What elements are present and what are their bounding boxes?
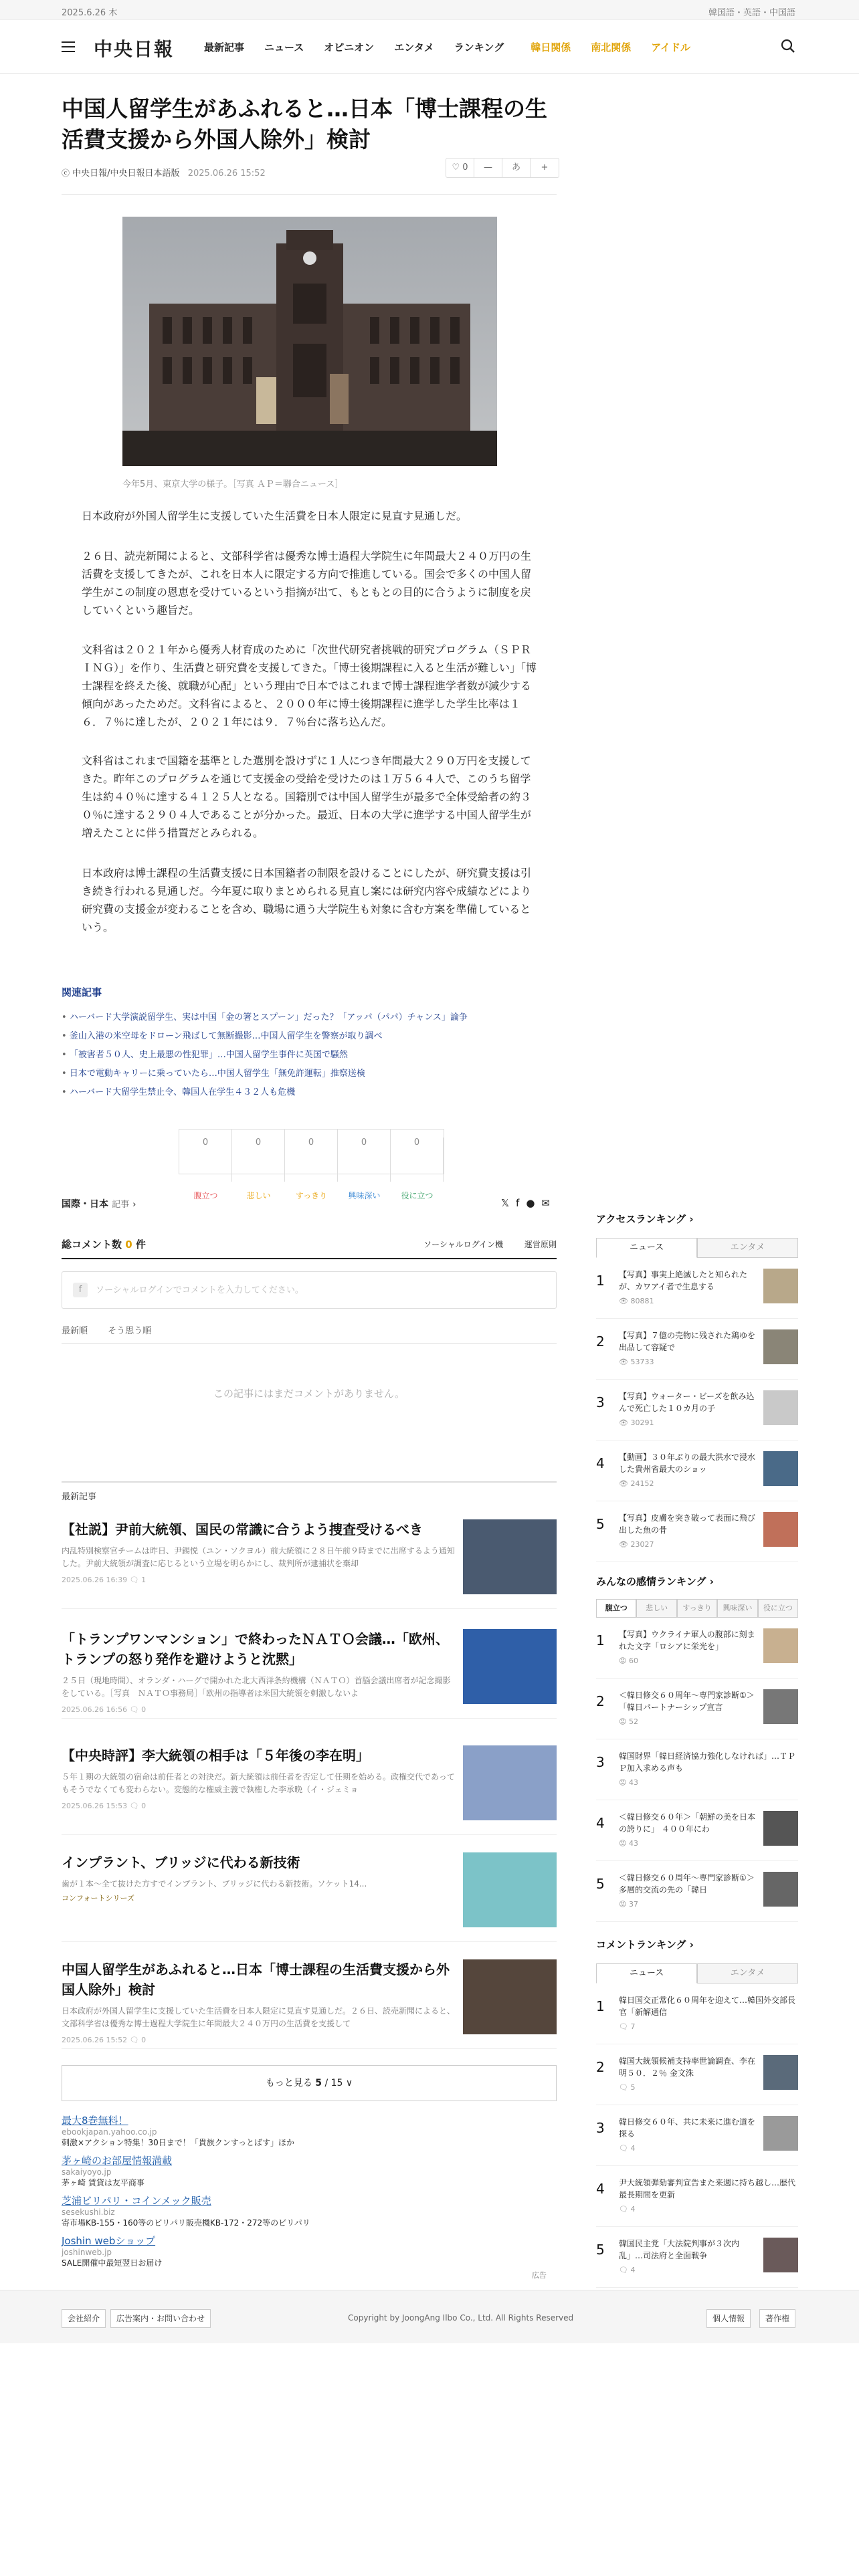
ad-desc: SALE開催中最短翌日お届け	[62, 2258, 163, 2268]
comment-ranking	[596, 1937, 798, 2288]
reaction-buttons	[179, 1129, 444, 1200]
footer-privacy-link[interactable]: 個人情報	[706, 2309, 751, 2328]
chevron-right-icon: ›	[132, 1200, 136, 1210]
article-paragraph: 文科省はこれまで国籍を基準とした選別を設けずに１人につき年間最大２９０万円を支援してきた。昨年このプログラムを通じて支援金の受給を受けたのは１万５６４人で、このうち留学生は約４０％に達する４１２５人となる。国籍別では中国人留学生が最多で全体受給者の約３０％に達する２９０４人であることが分かった。最近、日本の大学に進学する中国人留学生が増えたことに伴う措置だとみられる。	[82, 754, 532, 839]
ranking-thumbnail	[763, 2116, 798, 2151]
comment-count: 4	[630, 2144, 636, 2153]
ranking-item[interactable]: 4 尹大統領弾劾審判宣告また来週に持ち越し…歴代最長期間を更新 🗨 4	[596, 2166, 798, 2227]
footer-about-link[interactable]: 会社紹介	[62, 2309, 106, 2328]
related-title: 関連記事	[62, 986, 102, 998]
nav-news[interactable]: ニュース	[264, 41, 304, 53]
footer-rights-link[interactable]: 著作権	[759, 2309, 795, 2328]
facebook-share-icon[interactable]: f	[516, 1197, 527, 1209]
article-photo	[122, 217, 497, 466]
sort-agree[interactable]: そう思う順	[108, 1326, 152, 1336]
reaction-count: 0	[391, 1138, 444, 1182]
comment-count: 4	[630, 2205, 636, 2214]
ad-item[interactable]	[62, 2193, 557, 2228]
ranking-thumbnail	[763, 2055, 798, 2090]
article-date: 2025.06.26 15:52	[187, 169, 266, 179]
ranking-item-title: ＜韓日修交６０周年～専門家診断①＞「韓日パートナーシップ宣言	[619, 1691, 755, 1712]
nav-latest[interactable]: 最新記事	[204, 41, 245, 53]
sort-newest[interactable]: 最新順	[62, 1326, 88, 1336]
ranking-item-title: 【写真】７億の売物に残された鶏ゆを出品して容疑で	[619, 1331, 756, 1352]
font-increase-button[interactable]: +	[541, 163, 549, 173]
article-title: 中国人留学生があふれると…日本「博士課程の生活費支援から外国人除外」検討	[62, 96, 547, 152]
comment-sort	[62, 1323, 557, 1344]
ad-item[interactable]	[62, 2113, 557, 2148]
language-links[interactable]: 韓国語・英語・中国語	[708, 8, 795, 18]
ranking-item-title: 【写真】事実上絶滅したと知られたが、カワアイ者で生息する	[619, 1270, 748, 1291]
comment-section	[62, 1237, 557, 1400]
ranking-item-title: 尹大統領弾劾審判宣告また来週に持ち越し…歴代最長期間を更新	[619, 2178, 796, 2199]
ad-title[interactable]: 芝浦ビリパリ・コインメック販売	[62, 2195, 211, 2207]
copyright-icon: ⓒ	[62, 169, 70, 178]
ranking-item[interactable]: 4 【動画】３０年ぶりの最大洪水で浸水した貴州省最大のショッ 👁 24152	[596, 1440, 798, 1501]
share-icons	[501, 1197, 557, 1209]
footer-copyright: Copyright by JoongAng Ilbo Co., Ltd. All Rights Reserved	[348, 2313, 574, 2323]
reaction-useful[interactable]	[391, 1130, 444, 1200]
photo-caption: 今年5月、東京大学の様子。［写真 ＡＰ＝聯合ニュース］	[122, 479, 344, 490]
reaction-label: 腹立つ	[193, 1191, 218, 1200]
chevron-down-icon: ∨	[345, 2078, 353, 2088]
access-ranking	[596, 1212, 798, 1562]
reaction-count: 43	[628, 1839, 638, 1848]
ad-url: sesekushi.biz	[62, 2208, 115, 2217]
reaction-label: 役に立つ	[401, 1191, 434, 1200]
article-paragraph: ２６日、読売新聞によると、文部科学省は優秀な博士過程大学院生に年間最大２４０万円の生活費を支援してきたが、これを日本人に限定する方向で推進している。国会で多くの中国人留学生がこの制度の恩恵を受けているという指摘が出て、もともとの目的に合うように制度を戻していくという趣旨だ。	[82, 550, 532, 617]
load-more-button[interactable]	[62, 2065, 557, 2101]
ranking-thumbnail	[763, 1872, 798, 1907]
ad-item[interactable]	[62, 2153, 557, 2188]
ad-title[interactable]: 最大8巻無料！	[62, 2115, 128, 2127]
ranking-title[interactable]: みんなの感情ランキング	[596, 1576, 706, 1588]
article-byline	[62, 166, 266, 179]
ranking-thumbnail	[763, 1329, 798, 1364]
news-title[interactable]: 「トランプワンマンション」で終わったＮＡＴＯ会議…「欧州、トランプの怒り発作を避けようと沈黙」	[62, 1631, 449, 1667]
reaction-count: 43	[628, 1778, 638, 1787]
today-date: 2025.6.26 木	[62, 8, 118, 18]
ad-url: ebookjapan.yahoo.co.jp	[62, 2127, 157, 2137]
comment-icon: 🗨	[129, 1576, 139, 1584]
news-date: 2025.06.26 16:56	[62, 1705, 128, 1714]
facebook-icon: f	[73, 1283, 88, 1297]
ranking-item[interactable]: 5 韓国民主党「大法院判事が３次内乱」…司法府と全面戦争 🗨 4	[596, 2227, 798, 2288]
article-tools	[446, 158, 559, 178]
comment-count: 7	[630, 2022, 636, 2031]
nav-opinion[interactable]: オピニオン	[324, 41, 375, 53]
reaction-count: 0	[338, 1138, 391, 1182]
ranking-item[interactable]: 3 【写真】ウォーター・ビーズを飲み込んで死亡した１０カ月の子 👁 30291	[596, 1380, 798, 1440]
reaction-count: 0	[285, 1138, 338, 1182]
reaction-label: 興味深い	[348, 1191, 381, 1200]
ranking-item-title: ＜韓日修交６０年＞「朝鮮の美を日本の誇りに」 ４００年にわ	[619, 1812, 756, 1834]
news-title[interactable]: 【中央時評】李大統領の相手は「５年後の李在明」	[62, 1747, 369, 1763]
top-bar	[0, 0, 859, 20]
comment-icon: 🗨	[129, 1705, 139, 1714]
divider	[62, 194, 557, 195]
ranking-item[interactable]: 1 【写真】事実上絶滅したと知られたが、カワアイ者で生息する 👁 80881	[596, 1258, 798, 1319]
ranking-thumbnail	[763, 1451, 798, 1486]
ranking-item-title: 韓国民主党「大法院判事が３次内乱」…司法府と全面戦争	[619, 2239, 740, 2260]
menu-icon[interactable]	[62, 41, 75, 52]
ad-desc: 寄市場KB-155・160等のビリパリ販売機KB-172・272等のビリパリ	[62, 2218, 310, 2228]
ranking-item-title: ＜韓日修交６０周年～専門家診断①＞多層的交流の先の「韓日	[619, 1873, 755, 1895]
site-footer	[0, 2290, 859, 2343]
news-comment-count: 0	[141, 2036, 147, 2044]
x-share-icon[interactable]: 𝕏	[500, 1197, 516, 1209]
ranking-item-title: 韓国財界「韓日経済協力強化しなければ」…ＴＰＰ加入求める声も	[619, 1751, 796, 1773]
news-date: 2025.06.26 15:53	[62, 1802, 128, 1810]
ranking-item[interactable]: 5 【写真】皮膚を突き破って表面に飛び出した魚の骨 👁 23027	[596, 1501, 798, 1562]
reaction-count: 52	[628, 1717, 638, 1726]
news-summary: 日本政府が外国人留学生に支援していた生活費を日本人限定に見直す見通しだ。２６日、読売新聞によると、文部科学省は優秀な博士過程大学院生に年間最大２４０万円の生活費を支援して	[62, 2006, 456, 2028]
nav-north-south[interactable]: 南北関係	[591, 41, 632, 53]
ad-url: sakaiyoyo.jp	[62, 2167, 112, 2177]
chevron-right-icon: ›	[689, 1939, 694, 1951]
ad-item[interactable]	[62, 2234, 557, 2268]
ad-label: 広告	[532, 2271, 547, 2280]
tab-entertainment[interactable]: エンタメ	[697, 1963, 798, 1983]
news-thumbnail[interactable]	[463, 1629, 557, 1704]
news-item[interactable]	[62, 1519, 557, 1609]
font-decrease-button[interactable]: —	[474, 158, 502, 177]
reaction-refreshing[interactable]	[285, 1130, 338, 1200]
news-thumbnail[interactable]	[463, 1519, 557, 1594]
ranking-thumbnail	[763, 1269, 798, 1303]
site-logo[interactable]: 中央日報	[94, 38, 175, 60]
ranking-item-title: 韓国大統領候補支持率世論調査、李在明５０．２％ 金文洙	[619, 2056, 756, 2078]
comment-icon: 🗨	[129, 1802, 139, 1810]
tab-angry[interactable]: 腹立つ	[596, 1599, 636, 1618]
nav-idol[interactable]: アイドル	[651, 41, 690, 53]
comment-count: 0	[125, 1239, 132, 1251]
related-item[interactable]: • ハーバード大留学生禁止令、韓国人在学生４３２人も危機	[62, 1083, 557, 1102]
ranking-item[interactable]: 1 韓日国交正常化６０周年を迎えて…韓国外交部長官「新解通信 🗨 7	[596, 1983, 798, 2044]
article-paragraph: 文科省は２０２１年から優秀人材育成のために「次世代研究者挑戦的研究プログラム（ＳＰＲＩＮＧ）」を作り、生活費と研究費を支援してきた。「博士後期課程に入ると生活が難しい」「博士課程を終えた後、就職が心配」という理由で日本ではこれまで博士課程進学者数が減少する傾向があったためだ。文科省によると、２０００年に博士後期課程に進学した学生比率は１６．７％に達したが、２０２１年には９．７％台に落ち込んだ。	[82, 643, 537, 728]
ranking-thumbnail	[763, 1811, 798, 1846]
view-count: 53733	[630, 1358, 654, 1366]
news-item[interactable]	[62, 1745, 557, 1835]
ranking-thumbnail	[763, 1512, 798, 1547]
ad-news-item[interactable]	[62, 1852, 557, 1942]
ranking-title[interactable]: アクセスランキング	[596, 1213, 686, 1225]
ranking-item[interactable]: 2 【写真】７億の売物に残された鶏ゆを出品して容疑で 👁 53733	[596, 1319, 798, 1380]
ranking-item-title: 【写真】ウォーター・ビーズを飲み込んで死亡した１０カ月の子	[619, 1392, 755, 1413]
tab-useful[interactable]: 役に立つ	[758, 1599, 798, 1618]
nav-korea-japan[interactable]: 韓日関係	[531, 41, 571, 53]
news-date: 2025.06.26 15:52	[62, 2036, 128, 2044]
reaction-interesting[interactable]	[338, 1130, 391, 1200]
news-thumbnail[interactable]	[463, 1959, 557, 2034]
footer-ads-link[interactable]: 広告案内・お問い合わせ	[110, 2309, 211, 2328]
main-nav	[204, 40, 690, 54]
comment-empty: この記事にはまだコメントがありません。	[213, 1388, 405, 1400]
reaction-angry[interactable]	[179, 1130, 232, 1200]
ranking-item-title: 【動画】３０年ぶりの最大洪水で浸水した貴州省最大のショッ	[619, 1453, 756, 1474]
sponsor-label: コンフォートシリーズ	[62, 1894, 134, 1903]
reaction-count: 37	[628, 1900, 638, 1909]
mail-share-icon[interactable]: ✉	[541, 1197, 557, 1209]
font-size-label: あ	[502, 158, 531, 177]
more-label: もっと見る	[265, 2078, 312, 2088]
ranking-item[interactable]: 5 ＜韓日修交６０周年～専門家診断①＞多層的交流の先の「韓日 😡 37	[596, 1861, 798, 1922]
ranking-item[interactable]: 1 【写真】ウクライナ軍人の腹部に刻まれた文字「ロシアに栄光を」 😡 60	[596, 1618, 798, 1679]
more-page: 5	[315, 2078, 322, 2088]
reaction-count: 60	[628, 1656, 638, 1665]
ad-desc: 刺激×アクション特集！30日まで！「貴族クンすっとばす」ほか	[62, 2138, 295, 2147]
search-icon[interactable]	[781, 39, 795, 53]
reaction-label: 悲しい	[246, 1191, 271, 1200]
related-item[interactable]: • 日本で電動キャリーに乗っていたら…中国人留学生「無免許運転」推察送検	[62, 1065, 557, 1083]
section-link[interactable]: 国際・日本	[62, 1199, 108, 1210]
ranking-thumbnail	[763, 1390, 798, 1425]
ad-thumbnail[interactable]	[463, 1852, 557, 1927]
reaction-sad[interactable]	[232, 1130, 285, 1200]
nav-entertainment[interactable]: エンタメ	[394, 41, 434, 53]
chevron-right-icon: ›	[709, 1576, 714, 1588]
article-paragraph: 日本政府が外国人留学生に支援していた生活費を日本人限定に見直す見通しだ。	[82, 510, 468, 522]
news-date: 2025.06.26 16:39	[62, 1576, 128, 1584]
news-thumbnail[interactable]	[463, 1745, 557, 1820]
ranking-thumbnail	[763, 1628, 798, 1663]
related-item[interactable]: • 「被害者５０人、史上最悪の性犯罪」…中国人留学生事件に英国で騒然	[62, 1046, 557, 1065]
social-login-link[interactable]: ソーシャルログイン機	[423, 1240, 503, 1249]
comment-count: 4	[630, 2266, 636, 2274]
view-count: 23027	[630, 1540, 654, 1549]
view-count: 80881	[630, 1297, 654, 1305]
news-item[interactable]	[62, 1959, 557, 2049]
reaction-count: 0	[179, 1138, 232, 1182]
ranking-item[interactable]: 4 ＜韓日修交６０年＞「朝鮮の美を日本の誇りに」 ４００年にわ 😡 43	[596, 1800, 798, 1861]
tab-sad[interactable]: 悲しい	[636, 1599, 676, 1618]
news-comment-count: 0	[141, 1802, 147, 1810]
news-title[interactable]: インプラント、ブリッジに代わる新技術	[62, 1854, 300, 1870]
ad-title[interactable]: Joshin webショップ	[62, 2235, 156, 2247]
ranking-item[interactable]: 3 韓国財界「韓日経済協力強化しなければ」…ＴＰＰ加入求める声も 😡 43	[596, 1739, 798, 1800]
tab-news[interactable]: ニュース	[596, 1963, 697, 1983]
section-suffix: 記事	[112, 1200, 130, 1210]
comment-header	[62, 1237, 557, 1259]
line-share-icon[interactable]: ●	[526, 1197, 542, 1209]
latest-title: 最新記事	[62, 1481, 557, 1502]
related-item[interactable]: • 釜山入港の米空母をドローン飛ばして無断撮影…中国人留学生を警察が取り調べ	[62, 1027, 557, 1046]
comment-icon: 🗨	[129, 2036, 139, 2044]
news-item[interactable]	[62, 1629, 557, 1719]
ranking-title[interactable]: コメントランキング	[596, 1939, 686, 1951]
ranking-item-title: 【写真】ウクライナ軍人の腹部に刻まれた文字「ロシアに栄光を」	[619, 1630, 755, 1651]
news-summary: ２５日（現地時間）、オランダ・ハーグで開かれた北大西洋条約機構（ＮＡＴＯ）首脳会議出席者が記念撮影をしている。［写真 ＮＡＴＯ事務局］「欧州の指導者は米国大統領を刺激しないよ	[62, 1676, 451, 1698]
ranking-item-title: 韓日国交正常化６０周年を迎えて…韓国外交部長官「新解通信	[619, 1996, 796, 2017]
reaction-label: すっきり	[295, 1191, 328, 1200]
like-button[interactable]	[446, 158, 474, 177]
comment-count: 5	[630, 2083, 636, 2092]
tab-news[interactable]: ニュース	[596, 1238, 697, 1258]
ad-url: joshinweb.jp	[62, 2248, 112, 2257]
news-summary: 内乱特別検察官チームは昨日、尹錫悦（ユン・ソクヨル）前大統領に２８日午前９時までに出席するよう通知した。尹前大統領が調査に応じるという立場を明らかにし、裁判所が逮捕状を棄却	[62, 1546, 455, 1568]
news-comment-count: 0	[141, 1705, 147, 1714]
ad-title[interactable]: 茅ヶ崎のお部屋情報満載	[62, 2155, 173, 2167]
ranking-thumbnail	[763, 2238, 798, 2272]
ranking-item[interactable]: 2 韓国大統領候補支持率世論調査、李在明５０．２％ 金文洙 🗨 5	[596, 2044, 798, 2105]
news-title[interactable]: 【社説】尹前大統領、国民の常識に合うよう捜査受けるべき	[62, 1521, 423, 1537]
article-source: 中央日報/中央日報日本語版	[72, 169, 180, 179]
more-total: / 15	[324, 2078, 343, 2088]
ranking-item-title: 韓日修交６０年、共に未来に進む道を探る	[619, 2117, 756, 2139]
nav-ranking[interactable]: ランキング	[454, 41, 504, 53]
view-count: 24152	[630, 1479, 654, 1488]
text-ads	[62, 2113, 557, 2268]
comment-input[interactable]	[62, 1271, 557, 1309]
ranking-thumbnail	[763, 1689, 798, 1724]
ranking-item[interactable]: 3 韓日修交６０年、共に未来に進む道を探る 🗨 4	[596, 2105, 798, 2166]
rules-link[interactable]: 運営原則	[524, 1240, 557, 1249]
comment-placeholder: ソーシャルログインでコメントを入力してください。	[96, 1285, 304, 1295]
ranking-item[interactable]: 2 ＜韓日修交６０周年～専門家診断①＞「韓日パートナーシップ宣言 😡 52	[596, 1679, 798, 1739]
news-summary: 歯が１本〜全て抜けた方すでインプラント、ブリッジに代わる新技術。ソケット14...	[62, 1879, 367, 1889]
tab-refreshing[interactable]: すっきり	[677, 1599, 717, 1618]
reaction-ranking	[596, 1574, 798, 1922]
reaction-count: 0	[232, 1138, 285, 1182]
news-summary: ５年１期の大統領の宿命は前任者との対決だ。新大統領は前任者を否定して任期を始める。政権交代であってもそうでなくても変わらない。変態的な権威主義で執権した李承晩（イ・ジェミョ	[62, 1772, 455, 1794]
chevron-right-icon: ›	[689, 1213, 694, 1225]
related-item[interactable]: • ハーバード大学演説留学生、実は中国「金の箸とスプーン」だった？「アッパ（パパ）チャンス」論争	[62, 1008, 557, 1027]
heart-icon: ♡	[452, 163, 460, 173]
global-nav	[0, 20, 859, 74]
ranking-item-title: 【写真】皮膚を突き破って表面に飛び出した魚の骨	[619, 1513, 756, 1535]
article-paragraph: 日本政府は博士課程の生活費支援に日本国籍者の制限を設けることにしたが、研究費支援は引き続き行われる見通しだ。今年夏に取りまとめられる見直し案には研究内容や成績などにより研究費の支援金が変わることを含め、職場に通う大学院生も対象に含む方案を準備しているという。	[82, 867, 532, 934]
share-bar	[62, 1197, 557, 1217]
ad-desc: 茅ヶ崎 賃貸は友平商事	[62, 2178, 145, 2187]
like-count: 0	[462, 163, 468, 173]
related-articles	[62, 985, 557, 1102]
tab-entertainment[interactable]: エンタメ	[697, 1238, 798, 1258]
news-comment-count: 1	[141, 1576, 147, 1584]
tab-interesting[interactable]: 興味深い	[717, 1599, 757, 1618]
news-title[interactable]: 中国人留学生があふれると…日本「博士課程の生活費支援から外国人除外」検討	[62, 1961, 450, 1998]
comment-title: 総コメント数	[62, 1239, 122, 1251]
view-count: 30291	[630, 1418, 654, 1427]
comment-title-suffix: 件	[135, 1239, 146, 1251]
